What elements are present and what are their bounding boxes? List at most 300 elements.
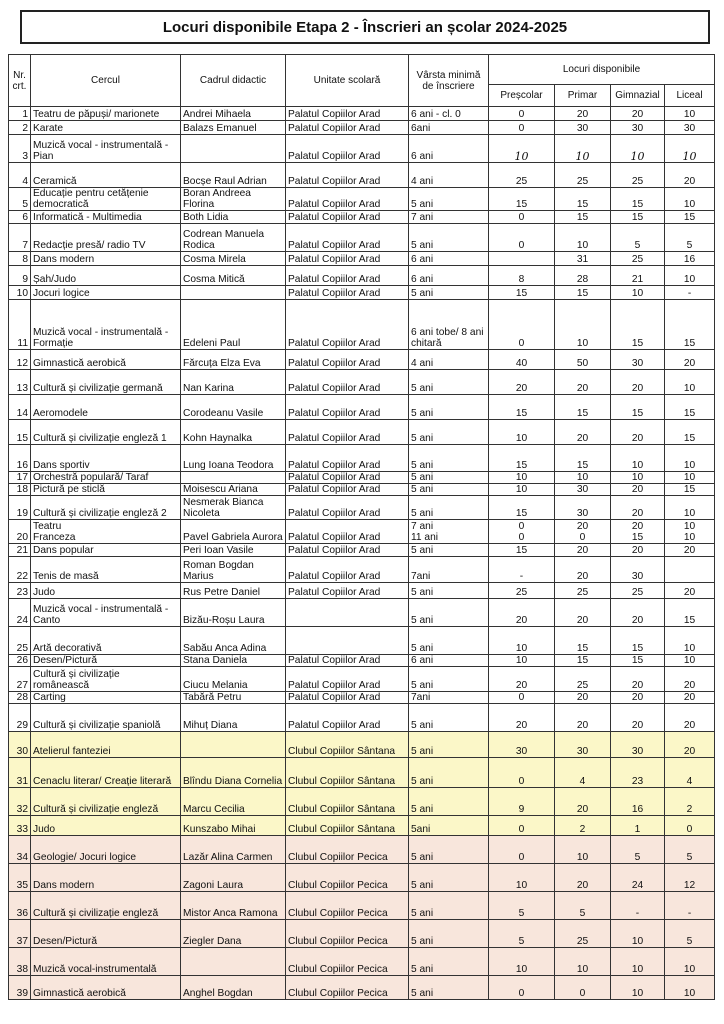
cell-unitate: Palatul Copiilor Arad: [286, 370, 409, 395]
cell-cadru: Sabău Anca Adina: [181, 627, 286, 655]
cell-varsta: 6 ani - cl. 0: [409, 107, 489, 121]
table-row: [9, 445, 715, 472]
cell-cadru: Codrean Manuela Rodica: [181, 224, 286, 252]
cell-unitate: Palatul Copiilor Arad: [286, 224, 409, 252]
cell-cerc: Tenis de masă: [31, 557, 181, 583]
cell-cadru: Roman Bogdan Marius: [181, 557, 286, 583]
cell-varsta: 4 ani: [409, 350, 489, 370]
cell-varsta: 5 ani: [409, 704, 489, 732]
table-row: [9, 627, 715, 655]
cell-gimnazial: 20: [611, 484, 665, 496]
cell-cadru: [181, 732, 286, 758]
table-row: [9, 135, 715, 163]
cell-cerc: Cultură și civilizație românească: [31, 667, 181, 692]
cell-prescolar: 9: [489, 788, 555, 816]
cell-primar: 10: [555, 224, 611, 252]
cell-liceal: 20: [665, 667, 715, 692]
cell-primar: 15: [555, 655, 611, 667]
cell-liceal: 10: [665, 135, 715, 163]
cell-liceal: 10: [665, 188, 715, 211]
cell-prescolar: 10: [489, 627, 555, 655]
cell-cerc: Dans popular: [31, 544, 181, 557]
cell-gimnazial: 10: [611, 445, 665, 472]
cell-nr: 31: [9, 758, 31, 788]
cell-primar: 20: [555, 544, 611, 557]
table-row: [9, 864, 715, 892]
cell-cerc: Teatru Franceza: [31, 520, 181, 544]
cell-nr: 14: [9, 395, 31, 420]
cell-cadru: Cosma Mitică: [181, 266, 286, 286]
cell-liceal: 10: [665, 107, 715, 121]
cell-liceal: 20: [665, 350, 715, 370]
cell-liceal: 10: [665, 627, 715, 655]
cell-prescolar: 20: [489, 704, 555, 732]
table-row: [9, 266, 715, 286]
cell-nr: 26: [9, 655, 31, 667]
cell-unitate: Palatul Copiilor Arad: [286, 420, 409, 445]
cell-prescolar: 15: [489, 544, 555, 557]
cell-primar: 20 0: [555, 520, 611, 544]
cell-unitate: Clubul Copiilor Pecica: [286, 976, 409, 1000]
cell-cadru: Edeleni Paul: [181, 300, 286, 350]
cell-prescolar: 10: [489, 655, 555, 667]
cell-liceal: 15: [665, 484, 715, 496]
cell-prescolar: 20: [489, 599, 555, 627]
cell-prescolar: 40: [489, 350, 555, 370]
cell-liceal: 20: [665, 692, 715, 704]
cell-varsta: 6 ani: [409, 266, 489, 286]
cell-cadru: Pavel Gabriela Aurora: [181, 520, 286, 544]
cell-nr: 15: [9, 420, 31, 445]
cell-cerc: Pictură pe sticlă: [31, 484, 181, 496]
cell-primar: 30: [555, 732, 611, 758]
cell-unitate: Clubul Copiilor Sântana: [286, 758, 409, 788]
cell-unitate: Palatul Copiilor Arad: [286, 121, 409, 135]
cell-unitate: Clubul Copiilor Pecica: [286, 920, 409, 948]
cell-liceal: 10: [665, 496, 715, 520]
cell-primar: 20: [555, 692, 611, 704]
cell-cerc: Geologie/ Jocuri logice: [31, 836, 181, 864]
cell-liceal: 10: [665, 472, 715, 484]
table-row: [9, 300, 715, 350]
cell-nr: 2: [9, 121, 31, 135]
cell-gimnazial: 20: [611, 420, 665, 445]
cell-cerc: Jocuri logice: [31, 286, 181, 300]
cell-primar: 20: [555, 704, 611, 732]
table-row: [9, 224, 715, 252]
cell-cadru: Corodeanu Vasile: [181, 395, 286, 420]
cell-primar: 10: [555, 472, 611, 484]
cell-cerc: Cultură și civilizație engleză 2: [31, 496, 181, 520]
cell-primar: 15: [555, 445, 611, 472]
cell-cerc: Redacție presă/ radio TV: [31, 224, 181, 252]
cell-liceal: 10: [665, 948, 715, 976]
cell-cadru: Fărcuța Elza Eva: [181, 350, 286, 370]
cell-gimnazial: 5: [611, 224, 665, 252]
cell-primar: 20: [555, 864, 611, 892]
cell-varsta: 5 ani: [409, 788, 489, 816]
cell-gimnazial: 25: [611, 163, 665, 188]
cell-varsta: 6 ani: [409, 655, 489, 667]
table-row: [9, 599, 715, 627]
table-row: [9, 370, 715, 395]
cell-cadru: Cosma Mirela: [181, 252, 286, 266]
table-row: [9, 496, 715, 520]
cell-varsta: 6 ani: [409, 135, 489, 163]
cell-liceal: 20: [665, 583, 715, 599]
table-row: [9, 583, 715, 599]
cell-liceal: 20: [665, 732, 715, 758]
cell-primar: 0: [555, 976, 611, 1000]
cell-unitate: Palatul Copiilor Arad: [286, 667, 409, 692]
cell-gimnazial: 15: [611, 627, 665, 655]
cell-nr: 12: [9, 350, 31, 370]
cell-unitate: Clubul Copiilor Pecica: [286, 948, 409, 976]
cell-prescolar: 0: [489, 692, 555, 704]
cell-primar: 10: [555, 135, 611, 163]
cell-unitate: Palatul Copiilor Arad: [286, 188, 409, 211]
cell-unitate: Palatul Copiilor Arad: [286, 350, 409, 370]
cell-liceal: 20: [665, 544, 715, 557]
cell-cadru: Lung Ioana Teodora: [181, 445, 286, 472]
cell-primar: 5: [555, 892, 611, 920]
cell-liceal: 10: [665, 976, 715, 1000]
cell-liceal: 10 10: [665, 520, 715, 544]
cell-nr: 9: [9, 266, 31, 286]
table-row: [9, 976, 715, 1000]
cell-prescolar: 0: [489, 816, 555, 836]
cell-unitate: Palatul Copiilor Arad: [286, 266, 409, 286]
cell-cadru: Tabără Petru: [181, 692, 286, 704]
cell-unitate: Palatul Copiilor Arad: [286, 496, 409, 520]
cell-prescolar: 20: [489, 667, 555, 692]
cell-cerc: Muzică vocal - instrumentală - Canto: [31, 599, 181, 627]
cell-prescolar: 10: [489, 135, 555, 163]
cell-unitate: Palatul Copiilor Arad: [286, 704, 409, 732]
cell-primar: 10: [555, 300, 611, 350]
cell-primar: 25: [555, 667, 611, 692]
cell-varsta: 5 ani: [409, 758, 489, 788]
cell-prescolar: 0: [489, 121, 555, 135]
cell-gimnazial: 30: [611, 121, 665, 135]
table-row: [9, 211, 715, 224]
cell-prescolar: 15: [489, 445, 555, 472]
cell-cadru: Nesmerak Bianca Nicoleta: [181, 496, 286, 520]
cell-cerc: Informatică - Multimedia: [31, 211, 181, 224]
cell-gimnazial: 21: [611, 266, 665, 286]
cell-prescolar: 0: [489, 300, 555, 350]
cell-nr: 30: [9, 732, 31, 758]
cell-gimnazial: 10: [611, 920, 665, 948]
cell-unitate: [286, 599, 409, 627]
cell-liceal: [665, 557, 715, 583]
cell-cerc: Cultură și civilizație germană: [31, 370, 181, 395]
cell-primar: 20: [555, 599, 611, 627]
cell-prescolar: 0: [489, 107, 555, 121]
cell-unitate: Palatul Copiilor Arad: [286, 557, 409, 583]
cell-nr: 20: [9, 520, 31, 544]
cell-liceal: 15: [665, 420, 715, 445]
cell-prescolar: 0: [489, 211, 555, 224]
cell-cadru: Nan Karina: [181, 370, 286, 395]
cell-liceal: 16: [665, 252, 715, 266]
cell-varsta: 7ani: [409, 692, 489, 704]
cell-unitate: Palatul Copiilor Arad: [286, 520, 409, 544]
cell-unitate: Palatul Copiilor Arad: [286, 107, 409, 121]
cell-gimnazial: 30: [611, 350, 665, 370]
table-row: [9, 758, 715, 788]
cell-nr: 22: [9, 557, 31, 583]
cell-prescolar: 0: [489, 224, 555, 252]
cell-cerc: Muzică vocal - instrumentală - Pian: [31, 135, 181, 163]
table-row: [9, 472, 715, 484]
cell-gimnazial: 20: [611, 496, 665, 520]
cell-varsta: 5 ani: [409, 583, 489, 599]
table-row: [9, 732, 715, 758]
cell-varsta: 5 ani: [409, 920, 489, 948]
cell-gimnazial: 23: [611, 758, 665, 788]
cell-cerc: Orchestră populară/ Taraf: [31, 472, 181, 484]
header-varsta: Vârsta minimă de înscriere: [409, 55, 489, 107]
cell-gimnazial: 25: [611, 583, 665, 599]
cell-nr: 29: [9, 704, 31, 732]
cell-nr: 10: [9, 286, 31, 300]
cell-nr: 1: [9, 107, 31, 121]
cell-prescolar: 5: [489, 892, 555, 920]
cell-nr: 32: [9, 788, 31, 816]
cell-nr: 23: [9, 583, 31, 599]
cell-primar: 15: [555, 188, 611, 211]
cell-prescolar: -: [489, 557, 555, 583]
cell-nr: 24: [9, 599, 31, 627]
table-row: [9, 692, 715, 704]
cell-prescolar: 10: [489, 420, 555, 445]
cell-gimnazial: -: [611, 892, 665, 920]
cell-varsta: 4 ani: [409, 163, 489, 188]
cell-cerc: Aeromodele: [31, 395, 181, 420]
cell-cerc: Desen/Pictură: [31, 655, 181, 667]
cell-cadru: Andrei Mihaela: [181, 107, 286, 121]
cell-unitate: Palatul Copiilor Arad: [286, 655, 409, 667]
places-table: [8, 54, 715, 1000]
cell-primar: 15: [555, 627, 611, 655]
cell-primar: 30: [555, 484, 611, 496]
cell-cadru: [181, 472, 286, 484]
cell-unitate: Palatul Copiilor Arad: [286, 252, 409, 266]
table-row: [9, 520, 715, 544]
cell-cerc: Gimnastică aerobică: [31, 350, 181, 370]
table-row: [9, 484, 715, 496]
cell-nr: 33: [9, 816, 31, 836]
cell-prescolar: 25: [489, 163, 555, 188]
cell-unitate: Clubul Copiilor Sântana: [286, 788, 409, 816]
cell-cerc: Cultură și civilizație engleză: [31, 892, 181, 920]
cell-primar: 2: [555, 816, 611, 836]
cell-cadru: Blîndu Diana Cornelia: [181, 758, 286, 788]
cell-unitate: Palatul Copiilor Arad: [286, 544, 409, 557]
cell-liceal: 0: [665, 816, 715, 836]
cell-nr: 13: [9, 370, 31, 395]
cell-liceal: 5: [665, 836, 715, 864]
cell-cadru: Lazăr Alina Carmen: [181, 836, 286, 864]
table-body: [9, 107, 715, 1000]
cell-cerc: Cultură și civilizație spaniolă: [31, 704, 181, 732]
cell-liceal: -: [665, 892, 715, 920]
cell-liceal: 5: [665, 224, 715, 252]
cell-varsta: 5 ani: [409, 484, 489, 496]
cell-nr: 21: [9, 544, 31, 557]
cell-cadru: Bocșe Raul Adrian: [181, 163, 286, 188]
cell-gimnazial: 10: [611, 976, 665, 1000]
cell-liceal: 30: [665, 121, 715, 135]
cell-liceal: 5: [665, 920, 715, 948]
cell-liceal: 10: [665, 266, 715, 286]
cell-liceal: 15: [665, 395, 715, 420]
cell-gimnazial: 10: [611, 472, 665, 484]
header-primar: Primar: [555, 85, 611, 107]
cell-unitate: Palatul Copiilor Arad: [286, 286, 409, 300]
cell-varsta: 5 ani: [409, 395, 489, 420]
cell-gimnazial: 15: [611, 211, 665, 224]
cell-varsta: 5ani: [409, 816, 489, 836]
table-row: [9, 836, 715, 864]
cell-nr: 36: [9, 892, 31, 920]
cell-prescolar: 0: [489, 836, 555, 864]
table-row: [9, 350, 715, 370]
cell-primar: 20: [555, 557, 611, 583]
cell-primar: 15: [555, 395, 611, 420]
cell-unitate: Palatul Copiilor Arad: [286, 583, 409, 599]
cell-cadru: Ciucu Melania: [181, 667, 286, 692]
table-row: [9, 920, 715, 948]
cell-cerc: Ceramică: [31, 163, 181, 188]
cell-varsta: 5 ani: [409, 420, 489, 445]
cell-nr: 35: [9, 864, 31, 892]
header-nr: Nr. crt.: [9, 55, 31, 107]
cell-prescolar: 30: [489, 732, 555, 758]
cell-unitate: Clubul Copiilor Pecica: [286, 836, 409, 864]
cell-liceal: -: [665, 286, 715, 300]
table-row: [9, 107, 715, 121]
page-title: Locuri disponibile Etapa 2 - Înscrieri an școlar 2024-2025: [20, 10, 710, 44]
cell-nr: 7: [9, 224, 31, 252]
cell-liceal: 4: [665, 758, 715, 788]
cell-cadru: Bizău-Roșu Laura: [181, 599, 286, 627]
cell-cerc: Karate: [31, 121, 181, 135]
cell-varsta: 5 ani: [409, 224, 489, 252]
header-liceal: Liceal: [665, 85, 715, 107]
cell-liceal: 10: [665, 655, 715, 667]
header-locuri: Locuri disponibile: [489, 55, 715, 85]
table-row: [9, 121, 715, 135]
cell-nr: 28: [9, 692, 31, 704]
header-prescolar: Preșcolar: [489, 85, 555, 107]
header-cerc: Cercul: [31, 55, 181, 107]
table-row: [9, 188, 715, 211]
cell-cerc: Dans modern: [31, 252, 181, 266]
cell-gimnazial: 15: [611, 655, 665, 667]
header-gimnazial: Gimnazial: [611, 85, 665, 107]
cell-gimnazial: 20: [611, 107, 665, 121]
cell-gimnazial: 20: [611, 370, 665, 395]
cell-varsta: 7 ani: [409, 211, 489, 224]
cell-cadru: Stana Daniela: [181, 655, 286, 667]
cell-gimnazial: 30: [611, 557, 665, 583]
cell-nr: 6: [9, 211, 31, 224]
cell-prescolar: 0 0: [489, 520, 555, 544]
cell-unitate: Palatul Copiilor Arad: [286, 472, 409, 484]
cell-unitate: Palatul Copiilor Arad: [286, 445, 409, 472]
cell-gimnazial: 10: [611, 135, 665, 163]
cell-varsta: 5 ani: [409, 864, 489, 892]
cell-liceal: 12: [665, 864, 715, 892]
cell-varsta: 5 ani: [409, 544, 489, 557]
cell-primar: 31: [555, 252, 611, 266]
cell-gimnazial: 20: [611, 692, 665, 704]
cell-prescolar: 20: [489, 370, 555, 395]
cell-gimnazial: 20 15: [611, 520, 665, 544]
cell-gimnazial: 5: [611, 836, 665, 864]
cell-nr: 4: [9, 163, 31, 188]
cell-cadru: Mihuț Diana: [181, 704, 286, 732]
cell-nr: 19: [9, 496, 31, 520]
cell-primar: 30: [555, 121, 611, 135]
cell-gimnazial: 24: [611, 864, 665, 892]
table-row: [9, 892, 715, 920]
cell-primar: 50: [555, 350, 611, 370]
cell-cerc: Cultură și civilizație engleză 1: [31, 420, 181, 445]
cell-varsta: 6 ani: [409, 252, 489, 266]
cell-varsta: 5 ani: [409, 627, 489, 655]
cell-nr: 25: [9, 627, 31, 655]
cell-nr: 5: [9, 188, 31, 211]
cell-liceal: 15: [665, 300, 715, 350]
cell-gimnazial: 20: [611, 599, 665, 627]
cell-gimnazial: 1: [611, 816, 665, 836]
cell-varsta: 5 ani: [409, 445, 489, 472]
cell-gimnazial: 10: [611, 286, 665, 300]
cell-cerc: Educație pentru cetățenie democratică: [31, 188, 181, 211]
cell-prescolar: 15: [489, 188, 555, 211]
cell-cadru: Kohn Haynalka: [181, 420, 286, 445]
cell-prescolar: 0: [489, 758, 555, 788]
cell-liceal: 20: [665, 163, 715, 188]
table-row: [9, 544, 715, 557]
cell-varsta: 5 ani: [409, 892, 489, 920]
cell-cerc: Dans modern: [31, 864, 181, 892]
cell-cerc: Muzică vocal - instrumentală - Formație: [31, 300, 181, 350]
cell-varsta: 5 ani: [409, 732, 489, 758]
cell-nr: 3: [9, 135, 31, 163]
cell-cadru: Zagoni Laura: [181, 864, 286, 892]
cell-primar: 20: [555, 107, 611, 121]
cell-gimnazial: 20: [611, 704, 665, 732]
cell-prescolar: 10: [489, 948, 555, 976]
cell-cerc: Gimnastică aerobică: [31, 976, 181, 1000]
table-row: [9, 788, 715, 816]
cell-nr: 17: [9, 472, 31, 484]
cell-varsta: 5 ani: [409, 286, 489, 300]
cell-varsta: 5 ani: [409, 599, 489, 627]
table-row: [9, 667, 715, 692]
cell-cadru: Boran Andreea Florina: [181, 188, 286, 211]
cell-nr: 16: [9, 445, 31, 472]
cell-unitate: Palatul Copiilor Arad: [286, 211, 409, 224]
cell-cerc: Cenaclu literar/ Creație literară: [31, 758, 181, 788]
cell-gimnazial: 15: [611, 188, 665, 211]
cell-cerc: Cultură și civilizație engleză: [31, 788, 181, 816]
table-row: [9, 286, 715, 300]
